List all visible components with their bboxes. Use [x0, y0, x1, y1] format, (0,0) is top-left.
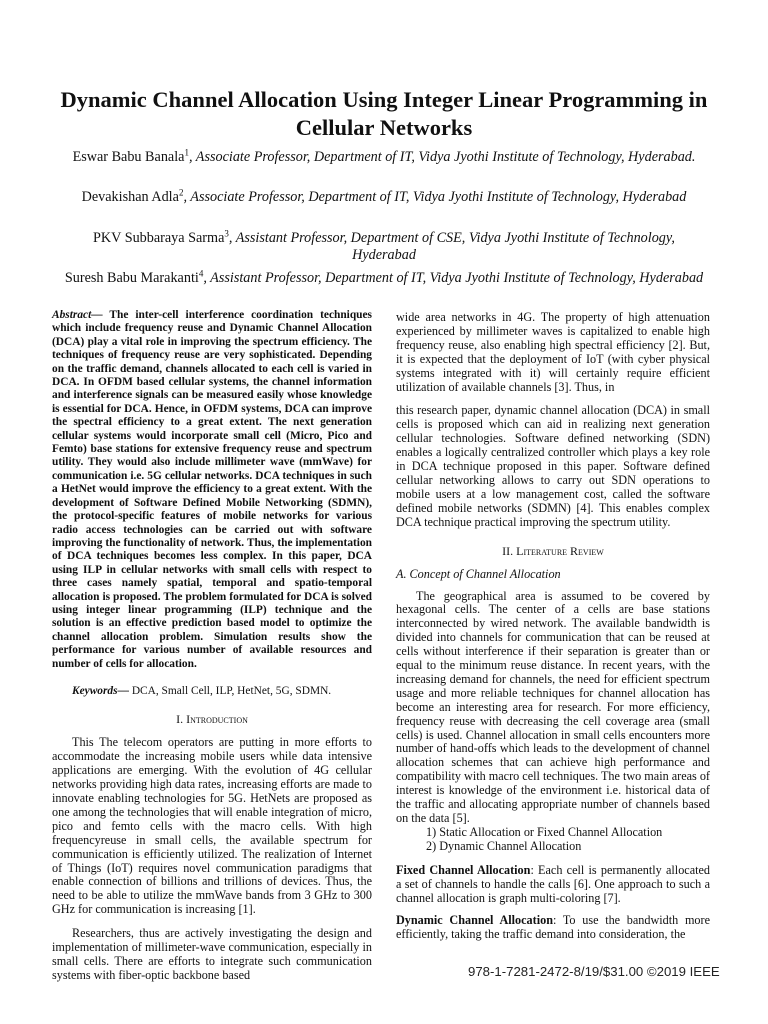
abstract-label: Abstract—: [52, 309, 103, 321]
author-1: [60, 149, 708, 166]
author-sup: 1: [184, 147, 189, 158]
author-sup: 4: [198, 268, 204, 279]
allocation-types-list: [396, 826, 710, 854]
fca-paragraph: [396, 864, 710, 906]
section-heading-introduction: I. Introduction: [176, 712, 248, 727]
paper-title: Dynamic Channel Allocation Using Integer Linear Programming in Cellular Networks: [60, 87, 708, 140]
list-item: 1) Static Allocation or Fixed Channel Allocation: [426, 824, 663, 839]
literature-paragraph: The geographical area is assumed to be covered by hexagonal cells. The center of a cells are base stations interconnected by wired network. The available bandwidth is divided into channels for communication that can be reused at cells without interference if their separation is greater than or equal to the minimum reuse distance. In recent years, with the increasing demand for channels, the need for efficient spectrum usage and more reliable techniques for channel allocation has become an interesting area for research. For more efficiency, frequency reuse with decreasing the cell coverage area (small cells) is used. Channel allocation in small cells encounters more number of hand-offs which leads to the development of channel allocation schemes that can achieve high performance and compatibility with macro cell techniques. The two main areas of interest is knowledge of the environment i.e. historical data of the traffic and allocating appropriate number of channels based on the data [5].: [396, 588, 710, 825]
author-2: [60, 189, 708, 206]
abstract: [52, 309, 372, 671]
author-affiliation: , Associate Professor, Department of IT, Vidya Jyothi Institute of Technology, Hyderabad: [183, 189, 687, 205]
keywords-text: DCA, Small Cell, ILP, HetNet, 5G, SDMN.: [128, 684, 332, 697]
author-affiliation: , Assistant Professor, Department of IT, Vidya Jyothi Institute of Technology, Hyderabad: [203, 270, 704, 286]
fca-label: Fixed Channel Allocation: [396, 862, 531, 877]
right-paragraph-2: this research paper, dynamic channel allocation (DCA) in small cells is proposed which can aid in realizing next generation cellular technologies. Software defined networking (SDN) enables a logically centralized controller which plays a key role in DCA technique proposed in this paper. Software defined cellular networking allows to carry out SDN operations to mobile users at a low management cost, called the software defined mobile networks (SDMN) [4]. This enables complex DCA technique practical improving the spectrum utility.: [396, 403, 710, 529]
keywords: [52, 685, 372, 698]
author-sup: 2: [178, 187, 184, 198]
subsection-heading-concept: A. Concept of Channel Allocation: [396, 566, 561, 581]
fca-text: : Each cell is permanently allocated a set of channels to handle the calls [6]. One approach to such a channel allocation is graph multi-coloring [7].: [396, 862, 710, 905]
copyright-footer: 978-1-7281-2472-8/19/$31.00 ©2019 IEEE: [468, 964, 720, 979]
keywords-label: Keywords—: [72, 684, 129, 697]
abstract-text: The inter-cell interference coordination techniques which include frequency reuse and Dynamic Channel Allocation (DCA) play a vital role in improving the spectrum efficiency. The techniques of frequency reuse are very sophisticated. Depending on the traffic demand, channels allocated to each cell is varied in DCA. In OFDM based cellular systems, the channel information and interference signals can be measured easily whose knowledge is essential for DCA. Hence, in OFDM systems, DCA can improve the spectral efficiency to a great extent. The next generation cellular systems would incorporate small cell (Micro, Pico and Femto) base stations for extensive frequency reuse and spectrum utility. They would also include millimeter wave (mmWave) for communication i.e. 5G cellular networks. DCA techniques in such a HetNet would improve the efficiency to a great extent. With the development of Software Defined Mobile Networking (SDMN), the protocol-specific features of mobile networks for various radio access technologies can be carried out with software improving the functionality of network. Thus, the implementation of DCA techniques becomes less complex. In this paper, DCA using ILP in cellular networks with small cells with respect to three cases namely spatial, temporal and spatio-temporal allocation is proposed. The problem formulated for DCA is solved using integer linear programming (ILP) technique and the solution is an effective prediction based model to optimize the channel allocation problem. Simulation results show the performance for various number of available resources and number of cells for allocation.: [52, 309, 372, 670]
dca-paragraph: [396, 914, 710, 942]
dca-text: : To use the bandwidth more efficiently, taking the traffic demand into consideration, the: [396, 913, 710, 942]
intro-paragraph-2: Researchers, thus are actively investigating the design and implementation of millimeter-wave communication, especially in small cells. There are efforts to integrate such communication systems with fiber-optic backbone based: [52, 926, 372, 982]
section-heading-literature-review: II. Literature Review: [502, 543, 604, 558]
right-paragraph-1: wide area networks in 4G. The property of high attenuation experienced by millimeter waves is capitalized to enable high frequency reuse, also enabling high spectral efficiency [2]. But, it is expected that the deployment of IoT (with cyber physical systems integrated with it) will certainly require efficient utilization of available channels [3]. Thus, in: [396, 310, 710, 394]
author-sup: 3: [224, 228, 229, 239]
author-name: Devakishan Adla: [81, 189, 179, 205]
author-affiliation: , Assistant Professor, Department of CSE, Vidya Jyothi Institute of Technology, Hyderabad: [228, 230, 675, 263]
author-name: PKV Subbaraya Sarma: [93, 230, 225, 246]
author-name: Eswar Babu Banala: [72, 149, 185, 165]
author-name: Suresh Babu Marakanti: [64, 270, 199, 286]
right-column: [396, 311, 710, 942]
left-column: [52, 309, 372, 983]
author-4: [60, 270, 708, 287]
author-affiliation: , Associate Professor, Department of IT, Vidya Jyothi Institute of Technology, Hyderabad.: [188, 149, 696, 165]
author-3: [60, 230, 708, 264]
intro-paragraph-1: This The telecom operators are putting in more efforts to accommodate the increasing mobile users while data intensive applications are emerging. With the evolution of 4G cellular networks providing high data rates, increasing efforts are made to innovate enabling technologies for 5G. HetNets are proposed as one among the technologies that will enable integration of micro, pico and femto cells with the macro cells. With high frequencyreuse in small cells, the available spectrum for communication is efficiently utilized. The realization of Internet of Things (IoT) requires novel communication paradigms that enable connection of billions and trillions of devices. Thus, the need to be able to utilize the mmWave bands from 3 GHz to 300 GHz for communication is increasing [1].: [52, 735, 372, 917]
list-item: 2) Dynamic Channel Allocation: [426, 838, 582, 853]
dca-label: Dynamic Channel Allocation: [396, 913, 553, 928]
